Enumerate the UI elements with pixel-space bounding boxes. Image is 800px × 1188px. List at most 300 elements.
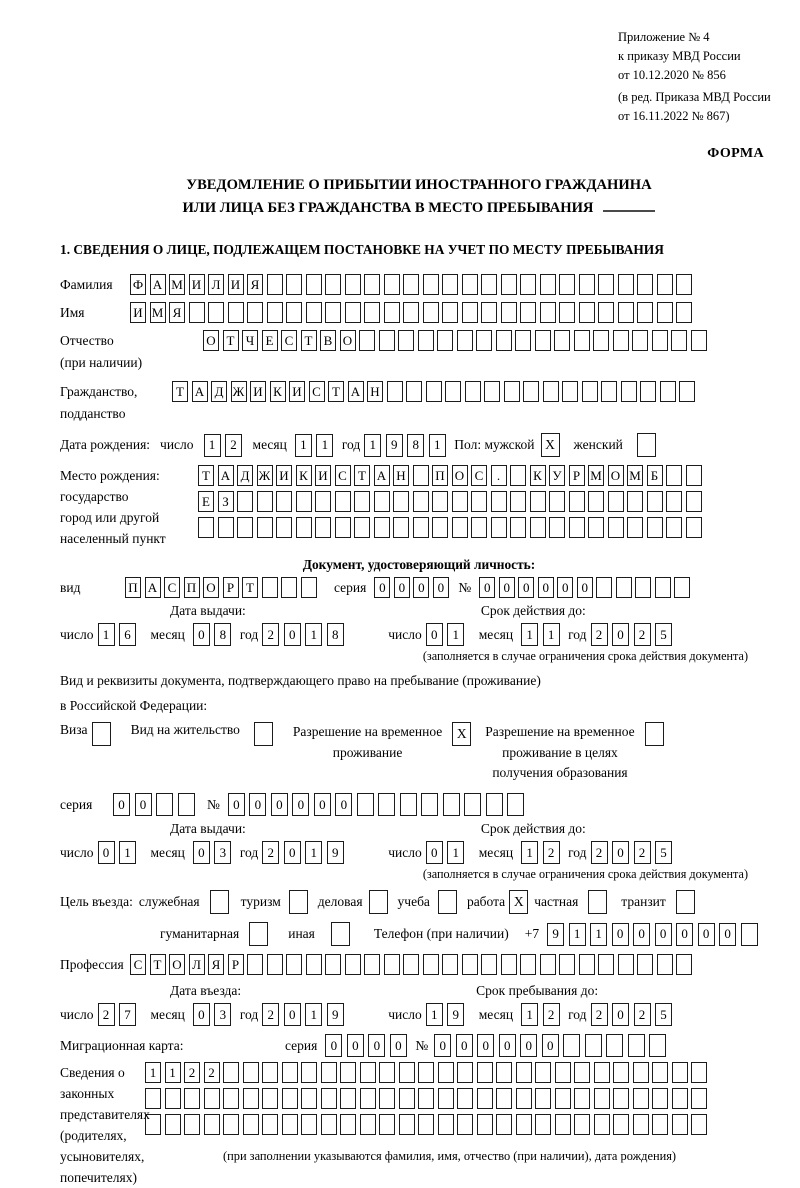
char-cell[interactable]: И [189,274,205,295]
char-cell[interactable] [438,1062,454,1083]
temp-residence-checkbox[interactable]: X [452,722,471,746]
char-cell[interactable] [637,274,653,295]
char-cell[interactable] [413,517,429,538]
char-cell[interactable] [445,381,461,402]
char-cell[interactable]: Ж [231,381,247,402]
char-cell[interactable]: С [281,330,297,351]
char-cell[interactable]: 0 [193,841,210,864]
char-cell[interactable] [640,381,656,402]
char-cell[interactable]: 2 [634,1003,651,1026]
char-cell[interactable]: Н [393,465,409,486]
char-cell[interactable] [262,1062,278,1083]
char-cell[interactable] [403,302,419,323]
char-cell[interactable] [374,517,390,538]
char-cell[interactable]: М [150,302,166,323]
char-cell[interactable] [672,1088,688,1109]
char-cell[interactable] [679,381,695,402]
char-cell[interactable] [559,302,575,323]
char-cell[interactable] [598,274,614,295]
char-cell[interactable] [593,330,609,351]
char-cell[interactable]: Е [198,491,214,512]
purpose-humanitarian-checkbox[interactable] [249,922,268,946]
char-cell[interactable] [237,491,253,512]
char-cell[interactable] [608,517,624,538]
char-cell[interactable]: И [289,381,305,402]
char-cell[interactable] [267,954,283,975]
char-cell[interactable] [501,302,517,323]
char-cell[interactable] [588,517,604,538]
char-cell[interactable]: А [150,274,166,295]
char-cell[interactable]: 0 [271,793,288,816]
char-cell[interactable] [647,491,663,512]
char-cell[interactable] [286,302,302,323]
char-cell[interactable] [165,1088,181,1109]
char-cell[interactable] [574,1088,590,1109]
char-cell[interactable] [594,1114,610,1135]
char-cell[interactable] [606,1034,623,1057]
char-cell[interactable] [613,1088,629,1109]
char-cell[interactable]: 0 [193,623,210,646]
sex-female-checkbox[interactable] [637,433,656,457]
char-cell[interactable]: З [218,491,234,512]
purpose-tourism-checkbox[interactable] [289,890,308,914]
char-cell[interactable] [691,1062,707,1083]
char-cell[interactable] [549,491,565,512]
char-cell[interactable]: 9 [386,434,403,457]
char-cell[interactable] [145,1088,161,1109]
char-cell[interactable] [281,577,297,598]
char-cell[interactable] [359,330,375,351]
char-cell[interactable] [574,1062,590,1083]
char-cell[interactable]: 9 [327,841,344,864]
char-cell[interactable]: 0 [335,793,352,816]
char-cell[interactable]: 9 [447,1003,464,1026]
char-cell[interactable] [613,1114,629,1135]
char-cell[interactable] [243,1088,259,1109]
char-cell[interactable] [286,274,302,295]
char-cell[interactable]: 6 [119,623,136,646]
char-cell[interactable] [496,330,512,351]
char-cell[interactable]: А [145,577,161,598]
char-cell[interactable]: 0 [374,577,390,598]
char-cell[interactable] [442,954,458,975]
char-cell[interactable] [486,793,503,816]
char-cell[interactable] [243,1114,259,1135]
char-cell[interactable] [393,491,409,512]
char-cell[interactable] [657,954,673,975]
char-cell[interactable] [452,491,468,512]
char-cell[interactable] [523,381,539,402]
char-cell[interactable]: 1 [364,434,381,457]
char-cell[interactable] [666,491,682,512]
char-cell[interactable]: И [276,465,292,486]
char-cell[interactable] [443,793,460,816]
char-cell[interactable]: 0 [434,1034,451,1057]
char-cell[interactable]: А [218,465,234,486]
char-cell[interactable]: О [203,330,219,351]
char-cell[interactable]: 0 [542,1034,559,1057]
char-cell[interactable]: 1 [165,1062,181,1083]
purpose-business-checkbox[interactable] [369,890,388,914]
char-cell[interactable] [598,954,614,975]
char-cell[interactable] [657,302,673,323]
char-cell[interactable]: О [452,465,468,486]
char-cell[interactable]: С [309,381,325,402]
char-cell[interactable] [399,1088,415,1109]
char-cell[interactable]: 2 [634,623,651,646]
char-cell[interactable] [432,517,448,538]
char-cell[interactable]: 0 [193,1003,210,1026]
char-cell[interactable]: О [169,954,185,975]
char-cell[interactable]: 2 [591,841,608,864]
char-cell[interactable]: . [491,465,507,486]
char-cell[interactable]: 0 [284,841,301,864]
char-cell[interactable] [637,302,653,323]
char-cell[interactable]: Я [208,954,224,975]
char-cell[interactable] [426,381,442,402]
char-cell[interactable] [676,302,692,323]
char-cell[interactable] [315,491,331,512]
char-cell[interactable]: 3 [214,1003,231,1026]
char-cell[interactable] [516,1088,532,1109]
char-cell[interactable] [237,517,253,538]
char-cell[interactable]: 0 [479,577,495,598]
char-cell[interactable] [569,517,585,538]
char-cell[interactable]: 0 [249,793,266,816]
char-cell[interactable] [340,1114,356,1135]
char-cell[interactable] [628,1034,645,1057]
char-cell[interactable]: 0 [413,577,429,598]
char-cell[interactable]: П [184,577,200,598]
char-cell[interactable] [535,1062,551,1083]
char-cell[interactable]: Л [189,954,205,975]
char-cell[interactable]: 0 [456,1034,473,1057]
char-cell[interactable]: 0 [284,623,301,646]
char-cell[interactable] [399,1114,415,1135]
char-cell[interactable] [384,302,400,323]
char-cell[interactable] [421,793,438,816]
char-cell[interactable] [340,1088,356,1109]
char-cell[interactable]: И [250,381,266,402]
char-cell[interactable] [598,302,614,323]
char-cell[interactable] [360,1088,376,1109]
char-cell[interactable] [360,1062,376,1083]
char-cell[interactable] [613,1062,629,1083]
char-cell[interactable]: С [130,954,146,975]
char-cell[interactable]: 1 [543,623,560,646]
char-cell[interactable]: 0 [655,923,672,946]
char-cell[interactable] [282,1088,298,1109]
char-cell[interactable]: 8 [214,623,231,646]
purpose-study-checkbox[interactable] [438,890,457,914]
char-cell[interactable]: 0 [676,923,693,946]
char-cell[interactable] [282,1062,298,1083]
char-cell[interactable]: 2 [543,1003,560,1026]
char-cell[interactable] [335,517,351,538]
char-cell[interactable] [616,577,632,598]
char-cell[interactable] [354,491,370,512]
char-cell[interactable] [504,381,520,402]
char-cell[interactable] [165,1114,181,1135]
char-cell[interactable] [457,330,473,351]
char-cell[interactable]: Ж [257,465,273,486]
char-cell[interactable] [413,465,429,486]
char-cell[interactable] [321,1114,337,1135]
char-cell[interactable]: 0 [612,923,629,946]
char-cell[interactable] [563,1034,580,1057]
char-cell[interactable]: К [530,465,546,486]
char-cell[interactable] [618,274,634,295]
char-cell[interactable]: Т [301,330,317,351]
char-cell[interactable]: 2 [591,1003,608,1026]
char-cell[interactable]: Т [354,465,370,486]
char-cell[interactable] [262,1114,278,1135]
char-cell[interactable] [156,793,173,816]
char-cell[interactable]: Т [242,577,258,598]
char-cell[interactable] [579,954,595,975]
char-cell[interactable] [674,577,690,598]
char-cell[interactable]: 1 [429,434,446,457]
char-cell[interactable] [423,274,439,295]
purpose-work-checkbox[interactable]: X [509,890,528,914]
char-cell[interactable]: 1 [521,1003,538,1026]
char-cell[interactable]: С [471,465,487,486]
char-cell[interactable] [671,330,687,351]
char-cell[interactable] [400,793,417,816]
char-cell[interactable] [364,302,380,323]
char-cell[interactable] [686,491,702,512]
char-cell[interactable] [437,330,453,351]
char-cell[interactable] [403,274,419,295]
char-cell[interactable] [471,517,487,538]
char-cell[interactable]: И [130,302,146,323]
char-cell[interactable] [398,330,414,351]
char-cell[interactable] [267,302,283,323]
char-cell[interactable]: 1 [145,1062,161,1083]
char-cell[interactable] [465,381,481,402]
purpose-transit-checkbox[interactable] [676,890,695,914]
char-cell[interactable] [189,302,205,323]
char-cell[interactable] [393,517,409,538]
char-cell[interactable] [354,517,370,538]
char-cell[interactable]: 3 [214,841,231,864]
char-cell[interactable]: 8 [407,434,424,457]
char-cell[interactable] [223,1114,239,1135]
char-cell[interactable]: 0 [426,841,443,864]
char-cell[interactable] [535,1114,551,1135]
char-cell[interactable]: 0 [612,623,629,646]
char-cell[interactable]: 0 [368,1034,385,1057]
char-cell[interactable] [223,1088,239,1109]
char-cell[interactable] [462,954,478,975]
char-cell[interactable] [637,954,653,975]
char-cell[interactable] [579,302,595,323]
char-cell[interactable]: 0 [499,1034,516,1057]
char-cell[interactable] [462,274,478,295]
char-cell[interactable] [652,1062,668,1083]
char-cell[interactable] [649,1034,666,1057]
char-cell[interactable] [676,954,692,975]
char-cell[interactable] [691,1114,707,1135]
char-cell[interactable] [594,1062,610,1083]
char-cell[interactable] [507,793,524,816]
char-cell[interactable] [501,274,517,295]
char-cell[interactable]: Ч [242,330,258,351]
char-cell[interactable] [364,954,380,975]
char-cell[interactable]: 5 [655,1003,672,1026]
char-cell[interactable] [423,302,439,323]
char-cell[interactable] [535,1088,551,1109]
char-cell[interactable] [543,381,559,402]
char-cell[interactable] [315,517,331,538]
char-cell[interactable]: П [125,577,141,598]
char-cell[interactable]: О [203,577,219,598]
char-cell[interactable] [243,1062,259,1083]
char-cell[interactable]: М [627,465,643,486]
char-cell[interactable] [540,302,556,323]
char-cell[interactable] [184,1088,200,1109]
char-cell[interactable] [520,274,536,295]
char-cell[interactable] [596,577,612,598]
char-cell[interactable]: С [335,465,351,486]
char-cell[interactable] [501,954,517,975]
char-cell[interactable] [633,1062,649,1083]
char-cell[interactable]: 0 [633,923,650,946]
char-cell[interactable] [208,302,224,323]
char-cell[interactable] [477,1088,493,1109]
char-cell[interactable]: Д [211,381,227,402]
char-cell[interactable] [520,954,536,975]
char-cell[interactable]: Я [169,302,185,323]
char-cell[interactable] [325,954,341,975]
char-cell[interactable]: У [549,465,565,486]
char-cell[interactable] [530,517,546,538]
char-cell[interactable] [579,274,595,295]
char-cell[interactable]: 1 [305,841,322,864]
char-cell[interactable] [257,491,273,512]
char-cell[interactable] [306,274,322,295]
char-cell[interactable] [379,1114,395,1135]
char-cell[interactable]: В [320,330,336,351]
char-cell[interactable] [741,923,758,946]
char-cell[interactable] [247,302,263,323]
char-cell[interactable]: 5 [655,623,672,646]
char-cell[interactable]: 2 [634,841,651,864]
char-cell[interactable] [204,1088,220,1109]
char-cell[interactable]: Ф [130,274,146,295]
char-cell[interactable] [364,274,380,295]
char-cell[interactable]: Л [208,274,224,295]
char-cell[interactable] [399,1062,415,1083]
char-cell[interactable] [686,465,702,486]
char-cell[interactable] [585,1034,602,1057]
char-cell[interactable]: Я [247,274,263,295]
char-cell[interactable] [559,954,575,975]
char-cell[interactable]: 1 [447,623,464,646]
char-cell[interactable]: 9 [547,923,564,946]
char-cell[interactable]: Т [172,381,188,402]
char-cell[interactable] [379,1088,395,1109]
char-cell[interactable] [442,302,458,323]
char-cell[interactable] [632,330,648,351]
char-cell[interactable] [691,330,707,351]
char-cell[interactable]: Т [223,330,239,351]
char-cell[interactable]: 0 [347,1034,364,1057]
char-cell[interactable] [655,577,671,598]
char-cell[interactable] [476,330,492,351]
char-cell[interactable] [540,274,556,295]
char-cell[interactable]: 2 [543,841,560,864]
char-cell[interactable] [379,1062,395,1083]
char-cell[interactable] [204,1114,220,1135]
char-cell[interactable] [481,274,497,295]
char-cell[interactable] [384,274,400,295]
char-cell[interactable]: Т [150,954,166,975]
char-cell[interactable]: 0 [520,1034,537,1057]
char-cell[interactable]: 1 [569,923,586,946]
char-cell[interactable]: А [348,381,364,402]
char-cell[interactable]: 2 [262,623,279,646]
char-cell[interactable] [554,330,570,351]
char-cell[interactable]: 1 [521,623,538,646]
char-cell[interactable] [666,465,682,486]
char-cell[interactable] [325,302,341,323]
char-cell[interactable] [618,954,634,975]
char-cell[interactable]: 1 [521,841,538,864]
char-cell[interactable] [296,491,312,512]
purpose-private-checkbox[interactable] [588,890,607,914]
char-cell[interactable] [496,1114,512,1135]
char-cell[interactable]: 0 [477,1034,494,1057]
char-cell[interactable] [423,954,439,975]
char-cell[interactable] [276,517,292,538]
char-cell[interactable] [438,1088,454,1109]
char-cell[interactable]: 0 [499,577,515,598]
char-cell[interactable]: Д [237,465,253,486]
char-cell[interactable]: 0 [228,793,245,816]
char-cell[interactable] [676,274,692,295]
char-cell[interactable] [588,491,604,512]
char-cell[interactable]: Б [647,465,663,486]
char-cell[interactable]: Н [367,381,383,402]
char-cell[interactable]: 0 [98,841,115,864]
char-cell[interactable]: 1 [426,1003,443,1026]
char-cell[interactable] [413,491,429,512]
char-cell[interactable] [562,381,578,402]
char-cell[interactable] [301,1114,317,1135]
char-cell[interactable] [442,274,458,295]
char-cell[interactable] [267,274,283,295]
char-cell[interactable] [555,1062,571,1083]
char-cell[interactable] [574,330,590,351]
char-cell[interactable] [418,1114,434,1135]
char-cell[interactable] [403,954,419,975]
char-cell[interactable]: 2 [98,1003,115,1026]
char-cell[interactable] [647,517,663,538]
char-cell[interactable] [340,1062,356,1083]
char-cell[interactable]: 0 [719,923,736,946]
char-cell[interactable] [627,517,643,538]
char-cell[interactable]: 0 [698,923,715,946]
char-cell[interactable] [286,954,302,975]
char-cell[interactable]: 0 [577,577,593,598]
char-cell[interactable] [464,793,481,816]
char-cell[interactable] [657,274,673,295]
char-cell[interactable]: К [296,465,312,486]
char-cell[interactable]: 1 [204,434,221,457]
char-cell[interactable] [559,274,575,295]
char-cell[interactable] [345,274,361,295]
